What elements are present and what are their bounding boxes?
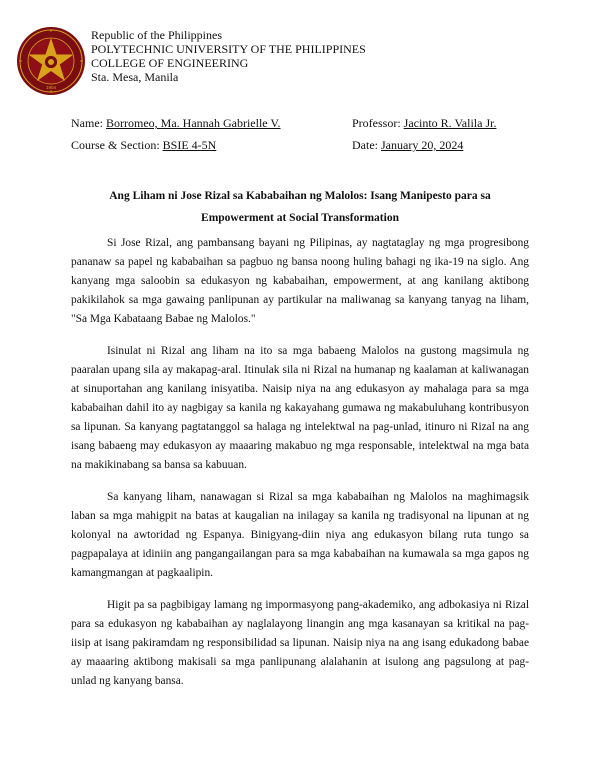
header-line-college: COLLEGE OF ENGINEERING bbox=[91, 56, 249, 70]
course-value: BSIE 4-5N bbox=[162, 138, 217, 152]
professor-field bbox=[352, 116, 496, 130]
essay-body bbox=[71, 234, 529, 704]
date-value: January 20, 2024 bbox=[381, 138, 464, 152]
paragraph-1: Si Jose Rizal, ang pambansang bayani ng Pilipinas, ay nagtataglay ng mga progresibong pananaw sa papel ng kababaihan sa pagbuo ng bansa noong huling bahagi ng ika-19 na siglo. Ang kanyang mga saloobin sa edukasyon ng kababaihan, empowerment, at ang kanilang aktibong pakikilahok sa mga gawaing panlipunan ay partikular na maliwanag sa kanyang tanyag na liham, "Sa Mga Kabataang Babae ng Malolos." bbox=[71, 237, 529, 325]
paragraph-4: Higit pa sa pagbibigay lamang ng impormasyong pang-akademiko, ang adbokasiya ni Rizal para sa edukasyon ng kababaihan ay naglalayong linangin ang mga kasanayan sa kritikal na pag-iisip at isang pakiramdam ng responsibilidad sa lipunan. Naisip niya na ang isang edukadong babae ay maaaring aktibong makisali sa mga panlipunang alalahanin at isulong ang pagsulong at pag-unlad ng kanyang bansa. bbox=[71, 599, 529, 687]
essay-title-line-2: Empowerment at Social Transformation bbox=[201, 212, 399, 224]
essay-title-line-1: Ang Liham ni Jose Rizal sa Kababaihan ng Malolos: Isang Manipesto para sa bbox=[109, 190, 491, 202]
name-label: Name: bbox=[71, 116, 106, 130]
header-line-university: POLYTECHNIC UNIVERSITY OF THE PHILIPPINES bbox=[91, 42, 366, 56]
date-field bbox=[352, 138, 463, 152]
header-line-republic: Republic of the Philippines bbox=[91, 28, 222, 42]
university-seal-logo bbox=[16, 26, 86, 96]
institution-header bbox=[91, 28, 366, 84]
seal-year-text: 1904 bbox=[45, 85, 57, 90]
professor-label: Professor: bbox=[352, 116, 404, 130]
name-value: Borromeo, Ma. Hannah Gabrielle V. bbox=[106, 116, 281, 130]
course-section-field bbox=[71, 138, 216, 152]
course-label: Course & Section: bbox=[71, 138, 163, 152]
student-name-field bbox=[71, 116, 281, 130]
header-line-location: Sta. Mesa, Manila bbox=[91, 70, 179, 84]
paragraph-3: Sa kanyang liham, nanawagan si Rizal sa mga kababaihan ng Malolos na maghimagsik laban sa mga mahigpit na batas at kaugalian na inilagay sa kanila ng tradisyonal na lipunan at ng kolonyal na awtoridad ng Espanya. Binigyang-diin niya ang edukasyon bilang ruta tungo sa pagpapalaya at idiniin ang pangangailangan para sa mga kababaihan na kumawala sa mga gapos ng kamangmangan at pagkaalipin. bbox=[71, 491, 529, 579]
professor-value: Jacinto R. Valila Jr. bbox=[403, 116, 497, 130]
date-label: Date: bbox=[352, 138, 381, 152]
paragraph-2: Isinulat ni Rizal ang liham na ito sa mga babaeng Malolos na gustong magsimula ng paaralan upang sila ay makapag-aral. Itinulak sila ni Rizal na humanap ng kaalaman at kaliwanagan at sinuportahan ang kanilang inisyatiba. Naisip niya na ang edukasyon ay mahalaga para sa mga kababaihan dahil ito ay nagbigay sa kanila ng kakayahang gumawa ng makabuluhang kontribusyon sa lipunan. Sa kanyang pagtatanggol sa halaga ng intelektwal na pag-unlad, itinuro ni Rizal na ang isang babaeng may edukasyon ay maaaring makabuo ng mga responsable, intelektwal na mga bata na makikinabang sa bansa sa kabuuan. bbox=[71, 345, 529, 471]
